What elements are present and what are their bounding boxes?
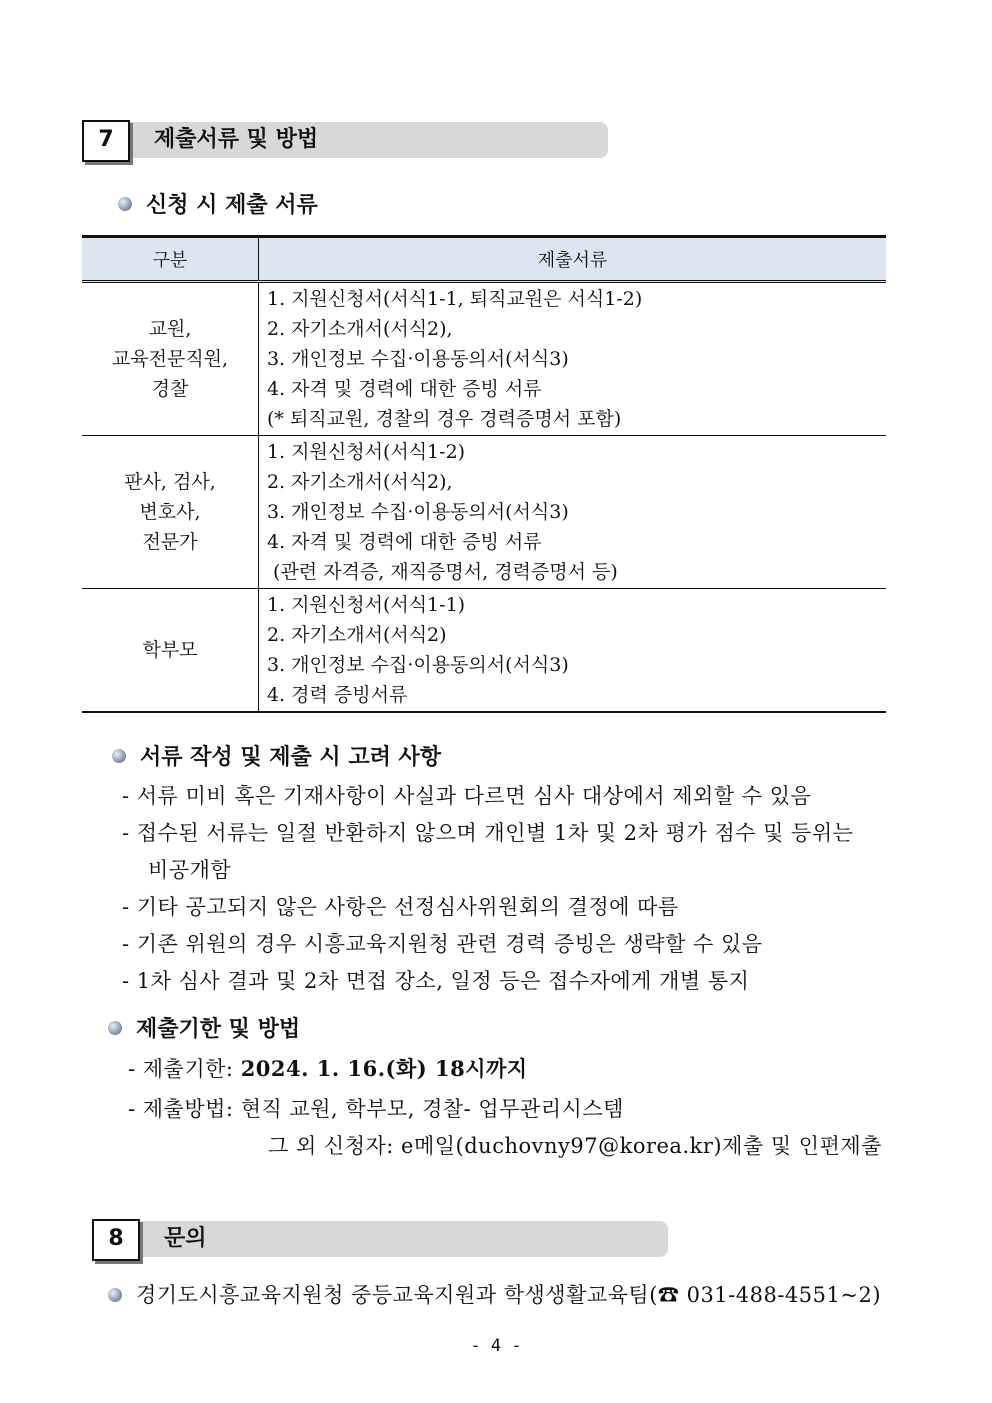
submit-docs-heading: 신청 시 제출 서류 [118,188,318,219]
consideration-line: - 기타 공고되지 않은 사항은 선정심사위원회의 결정에 따름 [122,895,679,919]
column-header-category: 구분 [82,237,259,282]
list-item: 3. 개인정보 수집·이용동의서(서식3) [267,501,569,523]
list-item: 4. 자격 및 경력에 대한 증빙 서류 [267,378,542,400]
category-cell: 학부모 [82,589,259,713]
bullet-icon [108,1021,122,1035]
list-item: 1. 지원신청서(서식1-1) [267,594,466,616]
contact-line: 경기도시흥교육지원청 중등교육지원과 학생생활교육팀(☎ 031-488-4551~2) [108,1279,881,1309]
method-label: - 제출방법: [128,1097,234,1121]
documents-cell [259,282,887,436]
consideration-line: - 1차 심사 결과 및 2차 면접 장소, 일정 등은 접수자에게 개별 통지 [122,969,750,993]
section-7-header [82,120,608,160]
documents-cell [259,589,887,713]
section-title: 문의 [164,1226,207,1251]
table-row [82,282,886,436]
submit-docs-table [82,235,886,713]
section-number: 8 [92,1219,140,1261]
list-item: 2. 자기소개서(서식2), [267,318,453,340]
deadline-line [128,1053,528,1083]
table-row [82,589,886,713]
column-header-documents: 제출서류 [259,237,887,282]
documents-cell [259,436,887,589]
list-item: 1. 지원신청서(서식1-1, 퇴직교원은 서식1-2) [267,288,643,310]
list-item: 3. 개인정보 수집·이용동의서(서식3) [267,348,569,370]
consideration-line: - 기존 위원의 경우 시흥교육지원청 관련 경력 증빙은 생략할 수 있음 [122,932,763,956]
category-cell: 교원, 교육전문직원, 경찰 [82,282,259,436]
list-item: 1. 지원신청서(서식1-2) [267,441,466,463]
section-header-bar [130,1221,668,1257]
category-cell: 판사, 검사, 변호사, 전문가 [82,436,259,589]
page-number: - 4 - [470,1336,522,1356]
section-8-header [92,1219,668,1259]
table-header-row [82,237,886,282]
deadline-heading: 제출기한 및 방법 [108,1012,300,1043]
section-title: 제출서류 및 방법 [154,127,319,152]
consideration-line: 비공개함 [148,858,232,882]
bullet-icon [112,749,126,763]
bullet-icon [108,1288,122,1302]
list-item: (관련 자격증, 재직증명서, 경력증명서 등) [267,561,618,583]
method-value: 현직 교원, 학부모, 경찰- 업무관리시스템 [240,1097,624,1121]
deadline-value: 2024. 1. 16.(화) 18시까지 [240,1056,528,1081]
list-item: 2. 자기소개서(서식2), [267,471,453,493]
bullet-icon [118,197,132,211]
list-item: (* 퇴직교원, 경찰의 경우 경력증명서 포함) [267,408,622,430]
considerations-heading: 서류 작성 및 제출 시 고려 사항 [112,740,441,771]
list-item: 2. 자기소개서(서식2) [267,624,447,646]
list-item: 4. 경력 증빙서류 [267,684,408,706]
consideration-line: - 접수된 서류는 일절 반환하지 않으며 개인별 1차 및 2차 평가 점수 및 등위는 [122,821,854,845]
table-row [82,436,886,589]
consideration-line: - 서류 미비 혹은 기재사항이 사실과 다르면 심사 대상에서 제외할 수 있음 [122,784,812,808]
deadline-label: - 제출기한: [128,1057,234,1081]
method-line-2: 그 외 신청자: e메일(duchovny97@korea.kr)제출 및 인편제출 [268,1134,882,1158]
method-line [128,1093,624,1123]
section-number: 7 [82,120,130,162]
list-item: 3. 개인정보 수집·이용동의서(서식3) [267,654,569,676]
list-item: 4. 자격 및 경력에 대한 증빙 서류 [267,531,542,553]
